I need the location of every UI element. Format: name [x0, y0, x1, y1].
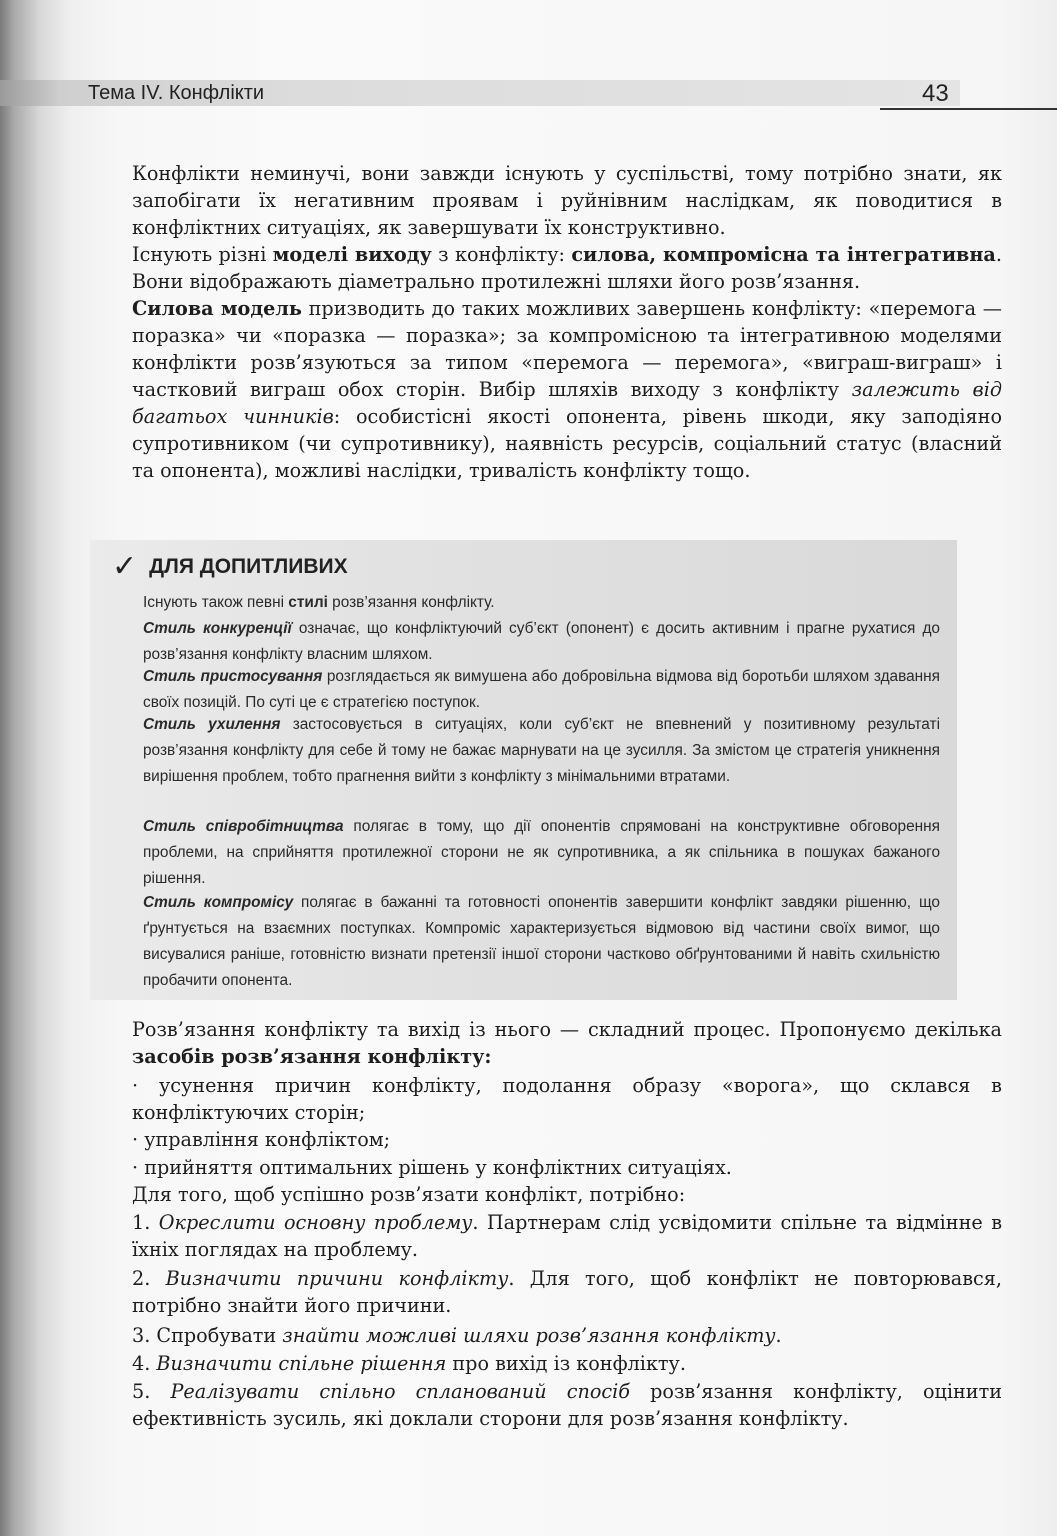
step-number: 1.: [132, 1211, 159, 1234]
resolution-p1-term: засобів розв’язання конфлікту:: [132, 1045, 492, 1068]
step-text: розв’язання конфлікту, оцінити ефективність зусиль, які доклали сторони для розв’язання конфлікту.: [132, 1380, 1003, 1430]
step-emphasis: знайти можливі шляхи розв’язання конфлікту: [282, 1324, 776, 1347]
check-icon: ✓: [112, 550, 138, 583]
bullet-item-1: · усунення причин конфлікту, подолання образу «ворога», що склався в конфліктуючих сторін;: [132, 1074, 1002, 1124]
step-2: [84, 1265, 1002, 1319]
intro-paragraph-1: [84, 160, 1002, 241]
style-description: означає, що конфліктуючий суб’єкт (опонент) є досить активним і прагне рухатися до розв’язання конфлікту власним шляхом.: [143, 620, 940, 663]
steps-lead: Для того, щоб успішно розв’язати конфлікт, потрібно:: [132, 1183, 686, 1206]
style-term: Стиль співробітництва: [143, 818, 344, 835]
resolution-paragraph: [84, 1016, 1002, 1070]
intro-p3-d: : особистісні якості опонента, рівень шкоди, яку заподіяно супротивником (чи супротивнику), наявність ресурсів, соціальний статус (власний та опонента), можливі наслідки, тривалість конфлікту тощо.: [132, 405, 1002, 482]
step-1: [84, 1209, 1002, 1263]
intro-p2-a: Існують різні: [132, 243, 273, 266]
intro-p3-emphasis: залежить від багатьох чинників: [132, 378, 1002, 428]
aside-intro-term: стилі: [288, 594, 328, 611]
aside-intro: [143, 590, 940, 616]
chapter-title: Тема IV. Конфлікти: [88, 82, 265, 104]
page-number: 43: [922, 80, 949, 107]
step-text: 3. Спробувати: [132, 1324, 283, 1347]
intro-p2-term-types: силова, компромісна та інтегративна: [571, 243, 996, 266]
aside-intro-c: розв’язання конфлікту.: [327, 594, 495, 611]
step-text: . Партнерам слід усвідомити спільне та відмінне в їхніх поглядах на проблему.: [132, 1211, 1002, 1261]
step-4: [84, 1350, 1002, 1377]
bullet-item-3: · прийняття оптимальних рішень у конфліктних ситуаціях.: [132, 1156, 732, 1179]
step-emphasis: Реалізувати спільно спланований спосіб: [170, 1380, 630, 1403]
aside-style-avoidance: [143, 712, 940, 790]
intro-p3-term: Силова модель: [132, 297, 302, 320]
step-number: 5.: [132, 1380, 171, 1403]
bullet-item-2: · управління конфліктом;: [132, 1128, 391, 1151]
aside-intro-a: Існують також певні: [143, 594, 289, 611]
aside-heading: [112, 552, 348, 582]
step-emphasis: Визначити спільне рішення: [156, 1352, 447, 1375]
style-term: Стиль компромісу: [143, 894, 294, 911]
intro-p1-text: Конфлікти неминучі, вони завжди існують у суспільстві, тому потрібно знати, як запобігати їх негативним проявам і руйнівним наслідкам, як поводитися в конфліктних ситуаціях, як завершувати їх конструктивно.: [132, 162, 1002, 239]
header-rule: [880, 108, 1057, 110]
intro-p3-b: призводить до таких можливих завершень конфлікту: «перемога — поразка» чи «поразка — поразка»; за компромісною та інтегративною моделями конфлікти розв’язуються за типом «перемога — перемога», «виграш-виграш» і частковий виграш обох сторін. Вибір шляхів виходу з конфлікту: [132, 297, 1002, 401]
intro-p2-term-models: моделі виходу: [272, 243, 432, 266]
intro-p2-e: . Вони відображають діаметрально протилежні шляхи його розв’язання.: [132, 243, 1002, 293]
aside-style-competition: [143, 616, 940, 668]
aside-style-collaboration: [143, 814, 940, 892]
resolution-p1-a: Розв’язання конфлікту та вихід із нього — складний процес. Пропонуємо декілька: [132, 1018, 1002, 1041]
intro-paragraph-3: [84, 295, 1002, 484]
step-text: про вихід із конфлікту.: [446, 1352, 686, 1375]
style-term: Стиль пристосування: [143, 668, 323, 685]
step-text-end: .: [775, 1324, 782, 1347]
aside-title-text: ДЛЯ ДОПИТЛИВИХ: [149, 555, 348, 578]
aside-style-compromise: [143, 890, 940, 994]
step-number: 4.: [132, 1352, 157, 1375]
style-description: застосовується в ситуаціях, коли суб’єкт не впевнений у позитивному результаті розв’язання конфлікту для себе й тому не бажає марнувати на це зусилля. За змістом це стратегія уникнення вирішення проблем, тобто прагнення вийти з конфлікту з мінімальними втратами.: [143, 716, 940, 785]
step-text: . Для того, щоб конфлікт не повторювався, потрібно знайти його причини.: [132, 1267, 1002, 1317]
style-term: Стиль ухилення: [143, 716, 281, 733]
style-description: полягає в бажанні та готовності опонентів завершити конфлікт завдяки рішенню, що ґрунтується на взаємних поступках. Компроміс характеризується відмовою від частини своїх вимог, що висувалися раніше, готовністю визнати претензії іншої сторони частково обґрунтованими й навіть схильністю пробачити опонента.: [143, 894, 940, 989]
aside-style-accommodation: [143, 664, 940, 716]
step-3: [84, 1322, 1002, 1349]
step-emphasis: Окреслити основну проблему: [158, 1211, 473, 1234]
style-description: полягає в тому, що дії опонентів спрямовані на конструктивне обговорення проблеми, на сприйняття протилежної сторони не як супротивника, а як спільника в пошуках бажаного рішення.: [143, 818, 940, 887]
style-term: Стиль конкуренції: [143, 620, 292, 637]
step-emphasis: Визначити причини конфлікту: [165, 1267, 509, 1290]
running-header: [0, 78, 1057, 112]
intro-paragraph-2: [84, 241, 1002, 295]
style-description: розглядається як вимушена або добровільна відмова від боротьби шляхом здавання своїх позицій. По суті це є стратегією поступок.: [143, 668, 940, 711]
step-5: [84, 1378, 1002, 1432]
intro-p2-c: з конфлікту:: [431, 243, 572, 266]
step-number: 2.: [132, 1267, 166, 1290]
